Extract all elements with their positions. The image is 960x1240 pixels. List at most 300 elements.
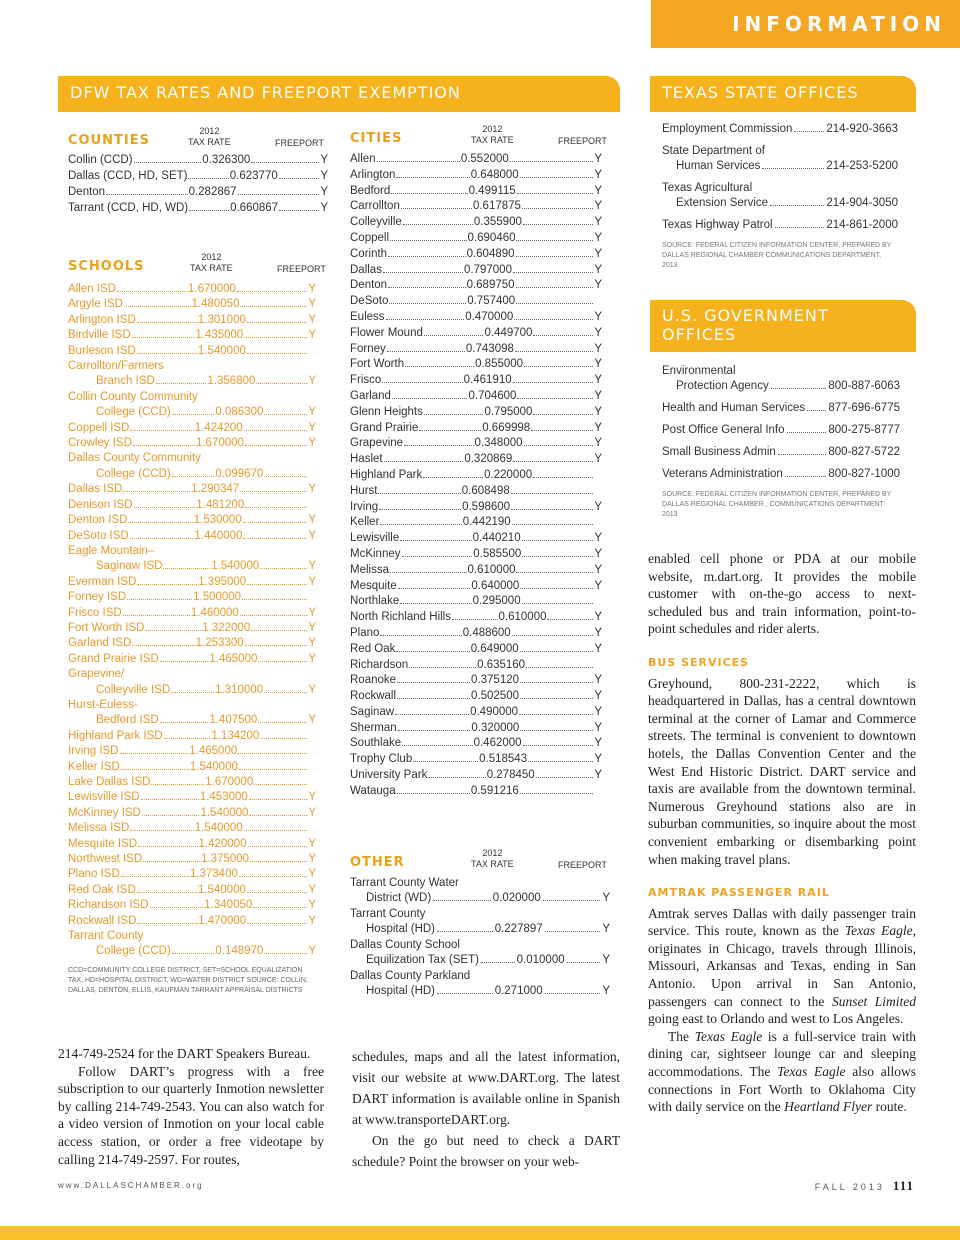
dot-leader [397,793,470,794]
dot-leader [254,784,307,785]
rate-row [68,282,316,297]
freeport-label: FREEPORT [277,264,326,274]
office-item [662,218,898,233]
rate-row-value: 1.407500 [209,714,258,727]
cities-title: CITIES [350,131,403,146]
rate-row [350,705,602,721]
dot-leader [137,923,197,924]
dot-leader [522,556,593,557]
rate-row [350,199,602,215]
rate-row-name: Arlington ISD [68,313,136,326]
dot-leader [244,830,307,831]
rate-row [68,513,316,528]
office-row [662,218,898,233]
rate-row-value: 0.518543 [479,753,528,766]
dot-leader [526,667,593,668]
dot-leader [244,430,307,431]
page-number: 111 [892,1178,914,1193]
cities-table [350,114,607,800]
rate-row-name: Watauga [350,784,396,797]
dot-leader [531,430,593,431]
tax-banner: DFW TAX RATES AND FREEPORT EXEMPTION [58,76,620,112]
dot-leader [452,619,498,620]
dot-leader [264,414,307,415]
rate-row-heading [68,359,316,374]
dot-leader [134,162,202,163]
rate-row [68,898,316,913]
dot-leader [142,815,200,816]
dot-leader [386,319,465,320]
rate-row-freeport: Y [594,705,602,718]
dot-leader [127,599,192,600]
rate-row-value: 0.648000 [470,168,519,181]
rate-row [350,721,602,737]
dot-leader [516,240,593,241]
rate-row [68,867,316,882]
rate-row-value: 1.375000 [201,853,250,866]
rate-row [68,297,316,312]
rate-row-value: 0.855000 [475,358,524,371]
rate-row-value: 1.480050 [191,298,240,311]
rate-row [350,278,602,294]
rate-row-name: Lewisville [350,532,400,545]
us-offices-list [662,364,900,520]
year-label: 2012 [482,124,503,134]
rate-row-name: Branch ISD [96,375,155,388]
dot-leader [141,799,199,800]
rate-row-name: Euless [350,310,385,323]
rate-row-value: 1.373400 [189,868,238,881]
other-rate-header [471,848,514,870]
counties-list [68,152,328,216]
rate-row-name: Dallas ISD [68,483,123,496]
rate-row-freeport: Y [308,298,316,311]
dot-leader [383,272,463,273]
dot-leader [377,161,460,162]
dot-leader [400,540,471,541]
rate-row-name: Garland ISD [68,637,132,650]
office-name: Veterans Administration [662,468,783,480]
dot-leader [247,353,307,354]
rate-row-name: Lewisville ISD [68,791,140,804]
rate-row-value: 0.461910 [463,374,512,387]
office-name: Employment Commission [662,123,793,135]
counties-table [68,116,328,216]
rate-row-name: Keller ISD [68,760,120,773]
dot-leader [124,306,191,307]
dot-leader [515,351,593,352]
dot-leader [160,722,209,723]
rate-row [68,436,316,451]
rate-row-name: Trophy Club [350,753,413,766]
counties-rate-header [188,126,231,148]
dot-leader [121,769,189,770]
dot-leader [512,635,593,636]
dot-leader [132,337,195,338]
rate-row [68,184,328,200]
rate-row-value: 0.220000 [484,468,533,481]
dot-leader [390,572,467,573]
rate-row-value: 1.540000 [211,560,260,573]
dot-leader [522,540,593,541]
dot-leader [264,692,307,693]
text-run: is a full-service train with dining car, sightseer lounge car and sleeping accommodations. The [648,1028,916,1080]
dot-leader [138,846,198,847]
dot-leader [248,846,308,847]
rate-row-name: Birdville ISD [68,329,131,342]
rate-row-value: 1.500000 [193,591,242,604]
rate-row [68,790,316,805]
rate-row-name: DeSoto [350,295,389,308]
dot-leader [520,177,593,178]
rate-row-name: Lake Dallas ISD [68,776,151,788]
rate-row-value: 0.635160 [477,658,526,671]
dot-leader [189,210,229,211]
rate-row-value: 0.320000 [471,721,520,734]
rate-row-freeport: Y [308,560,317,573]
dot-leader [401,208,472,209]
dot-leader [520,793,593,794]
rate-row [68,652,316,667]
rate-row [68,821,316,836]
rate-row-value: 0.757400 [467,295,516,308]
rate-row-value: 0.660867 [230,202,279,214]
rate-row-freeport: Y [594,279,602,292]
other-row-name: Hospital (HD) [366,923,436,935]
rate-row-value: 1.301000 [197,313,246,326]
rate-row-freeport: Y [308,914,317,927]
rate-row-freeport: Y [594,674,603,687]
rate-row [68,405,316,420]
rate-row-freeport: Y [308,283,316,295]
office-name: Small Business Admin [662,446,776,458]
rate-row-freeport: Y [308,868,316,881]
dot-leader [256,383,307,384]
year-label: 2012 [482,848,503,858]
dot-leader [517,398,593,399]
rate-row-freeport: Y [594,721,603,734]
rate-row-value: 0.499115 [468,184,516,197]
schools-footnote: CCD=COMMUNITY COLLEGE DISTRICT, SET=SCHOOL EQUALIZATION TAX, HD=HOSPITAL DISTRICT, WD=WATER DISTRICT SOURCE: COLLIN, DALLAS, DENTON, ELLIS, KAUFMAN TARRANT APPRAISAL DISTRICTS [68,966,308,994]
dot-leader [382,382,462,383]
dot-leader [164,738,211,739]
rate-row-name: Colleyville [350,216,402,229]
dot-leader [380,524,461,525]
office-row [662,196,898,211]
rate-row [350,563,602,579]
dot-leader [163,568,210,569]
dot-leader [392,398,468,399]
rate-row-heading [68,544,316,559]
dot-leader [423,477,483,478]
rate-row [68,467,316,482]
rate-row [350,594,602,610]
rate-row [68,152,328,168]
dot-leader [260,738,307,739]
dot-leader [251,630,307,631]
amtrak-paragraph [648,905,916,1028]
rate-row-name: Northwest ISD [68,853,143,866]
rate-row-value: 1.290347 [191,483,240,496]
dot-leader [390,240,467,241]
rate-row-value: 0.440210 [472,532,521,545]
office-item [662,423,900,438]
other-list [350,876,610,999]
office-item [662,181,898,211]
other-row-name: Hospital (HD) [366,985,436,997]
dot-leader [514,319,593,320]
dot-leader [264,953,307,954]
rate-row-value: 1.540000 [197,344,246,357]
text-run: also allows connections in Fort Worth to Oklahoma City with daily service on the [648,1064,917,1115]
rate-row-freeport: Y [594,168,603,181]
rate-row [350,579,602,595]
rate-row [350,152,602,168]
rate-row-value: 0.585500 [473,547,522,560]
rate-row-value: 0.099670 [215,467,264,480]
office-row [662,159,898,174]
office-name-cont: Human Services [676,160,761,172]
dot-leader [384,461,464,462]
dot-leader [245,645,307,646]
rate-row [350,484,602,500]
office-phone: 800-275-8777 [828,424,900,436]
rate-row-value: 1.670000 [195,437,244,450]
rate-row [68,852,316,867]
dot-leader [775,227,825,228]
rate-row-name: Hurst-Euless- [68,698,138,711]
rate-row-value: 0.640000 [471,579,520,592]
rate-row-value: 0.502500 [471,690,519,703]
rate-row-value: 0.795000 [484,405,533,418]
rate-row [68,313,316,328]
bottom-accent-bar [0,1226,960,1240]
state-offices-list [662,122,898,271]
dot-leader [240,615,307,616]
rate-row-value: 0.649000 [470,642,519,655]
rate-row-value: 0.348000 [474,437,523,450]
train-name: Texas Eagle [844,923,913,939]
rate-row-value: 1.465000 [209,652,258,665]
rate-row [68,529,316,544]
rate-row-value: 0.689750 [466,279,515,292]
rate-row-freeport: Y [594,374,602,387]
dot-leader [389,303,466,304]
rate-row-value: 0.610000 [498,611,547,624]
dot-leader [533,477,593,478]
rate-row-name: Melissa ISD [68,822,130,835]
rate-row-name: Plano [350,626,380,639]
dot-leader [513,461,593,462]
rate-row-value: 0.623770 [229,170,278,182]
dot-leader [543,900,601,901]
rate-row-freeport: Y [594,579,603,592]
dot-leader [388,287,465,288]
dot-leader [437,931,493,932]
office-name-cont: Protection Agency [676,380,769,392]
dot-leader [770,205,824,206]
dot-leader [547,619,593,620]
dot-leader [243,522,307,523]
dot-leader [130,430,193,431]
dot-leader [172,414,215,415]
dot-leader [160,661,209,662]
rate-row-freeport: Y [308,421,316,434]
dot-leader [120,753,189,754]
rate-row-value: 0.598600 [462,500,511,513]
rate-row [350,689,602,705]
dot-leader [396,177,469,178]
rate-row-freeport: Y [594,326,602,339]
rate-row-freeport: Y [308,329,317,342]
dot-leader [785,476,827,477]
rate-row-value: 0.355900 [473,216,522,229]
dot-leader [402,745,472,746]
other-row-name: District (WD) [366,892,432,904]
rate-row [350,784,602,800]
rate-row [350,215,602,231]
dot-leader [380,635,461,636]
cities-rate-header [471,124,514,146]
rate-row-value: 1.340050 [204,899,253,912]
office-phone: 214-904-3050 [826,197,898,209]
rate-row [350,768,602,784]
rate-row-name: Haslet [350,453,383,466]
rate-row-freeport: Y [308,483,317,496]
dot-leader [132,645,194,646]
other-row [350,984,610,999]
dot-leader [247,322,307,323]
dot-leader [378,493,460,494]
rate-row-name: Richardson [350,658,409,671]
rate-row-value: 1.440000 [194,529,243,542]
rate-row-name: Red Oak [350,642,396,655]
rate-row-name: Frisco [350,374,382,387]
dot-leader [433,900,491,901]
dot-leader [238,194,319,195]
dot-leader [481,962,515,963]
rate-row-name: University Park [350,769,428,782]
rate-row-name: Argyle ISD [68,298,123,311]
office-phone: 214-253-5200 [826,160,898,172]
rate-row-name: McKinney ISD [68,806,141,819]
article-paragraph: schedules, maps and all the latest information, visit our website at www.DART.org. The latest DART information is available online in Spanish at www.transporteDART.org. [352,1049,620,1127]
rate-row-value: 0.690460 [467,231,516,244]
office-phone: 214-920-3663 [826,123,898,135]
dot-leader [397,682,470,683]
office-phone: 800-887-6063 [828,380,900,392]
rate-row [68,914,316,929]
dot-leader [260,568,307,569]
rate-row-freeport: Y [308,806,317,819]
rate-row [68,837,316,852]
rate-row-freeport: Y [308,606,317,619]
footer-season: FALL 2013 [814,1182,885,1192]
dot-leader [240,491,307,492]
rate-row [68,200,328,216]
rate-row-name: Carrollton [350,200,400,213]
rate-row-freeport: Y [594,200,603,213]
rate-row-name: Grapevine/ [68,668,125,681]
bus-services-heading: BUS SERVICES [648,655,750,669]
dot-leader [242,599,307,600]
article-paragraph: Follow DART’s progress with a free subscription to our quarterly Inmotion newsletter by calling 214-749-2543. You can also watch for a video version of Inmotion on your local cable access station, or order a free videotape by calling 214-749-2597. For routes, [58,1063,324,1167]
office-name-cont: Extension Service [676,197,769,209]
office-item [662,122,898,137]
dot-leader [247,584,307,585]
rate-row-name: Fort Worth ISD [68,621,145,634]
dot-leader [520,698,593,699]
office-phone: 800-827-1000 [828,468,900,480]
rate-row [68,575,316,590]
dot-leader [137,353,197,354]
rate-row-value: 0.442190 [462,516,511,529]
rate-row-name: Keller [350,516,380,529]
rate-row-freeport: Y [308,791,317,804]
dot-leader [130,830,193,831]
rate-row-name: Highland Park [350,468,423,481]
rate-row-freeport: Y [594,358,603,371]
rate-row-name: Sherman [350,721,397,734]
other-row-value: 0.020000 [492,892,541,904]
office-row [662,122,898,137]
rate-row [68,374,316,389]
dot-leader [151,784,204,785]
dot-leader [388,256,465,257]
rate-row-name: Rockwall ISD [68,914,137,927]
dot-leader [121,876,189,877]
office-name: State Department of [662,145,765,157]
dot-leader [239,876,307,877]
rate-row [350,342,602,358]
dot-leader [424,335,484,336]
other-row-value: 0.227897 [494,923,543,935]
rate-row-name: Mesquite [350,579,397,592]
article-column-3 [648,550,916,1116]
rate-row-name: Grand Prairie ISD [68,652,159,665]
dot-leader [400,603,471,604]
rate-row-name: Denton ISD [68,514,128,527]
rate-row [350,247,602,263]
dot-leader [520,682,593,683]
dot-leader [397,698,470,699]
rate-row-freeport: Y [594,563,603,576]
dot-leader [244,337,307,338]
rate-row-value: 0.488600 [462,626,511,639]
rate-row-name: Colleyville ISD [96,683,171,696]
rate-row-freeport: Y [308,375,316,388]
rate-row-name: Saginaw ISD [96,560,163,573]
rate-row-name: Arlington [350,168,396,181]
dot-leader [409,667,476,668]
rate-row-value: 1.395000 [198,575,247,588]
rate-row [68,744,316,759]
rate-row-name: Coppell [350,231,389,244]
footer-url[interactable]: www.DALLASCHAMBER.org [58,1181,204,1190]
rate-row-freeport: Y [594,626,603,639]
dot-leader [403,224,473,225]
dot-leader [395,714,469,715]
article-paragraph: 214-749-2524 for the DART Speakers Bureau. [58,1046,311,1061]
other-row-heading: Dallas County School [350,939,460,951]
dot-leader [794,131,824,132]
rate-row-value: 0.282867 [188,186,237,198]
rate-row-name: Northlake [350,595,400,608]
rate-row-freeport: Y [308,406,316,419]
rate-row-value: 0.462000 [473,737,522,750]
office-phone: 800-827-5722 [828,446,900,458]
rate-row-name: Coppell ISD [68,421,130,434]
